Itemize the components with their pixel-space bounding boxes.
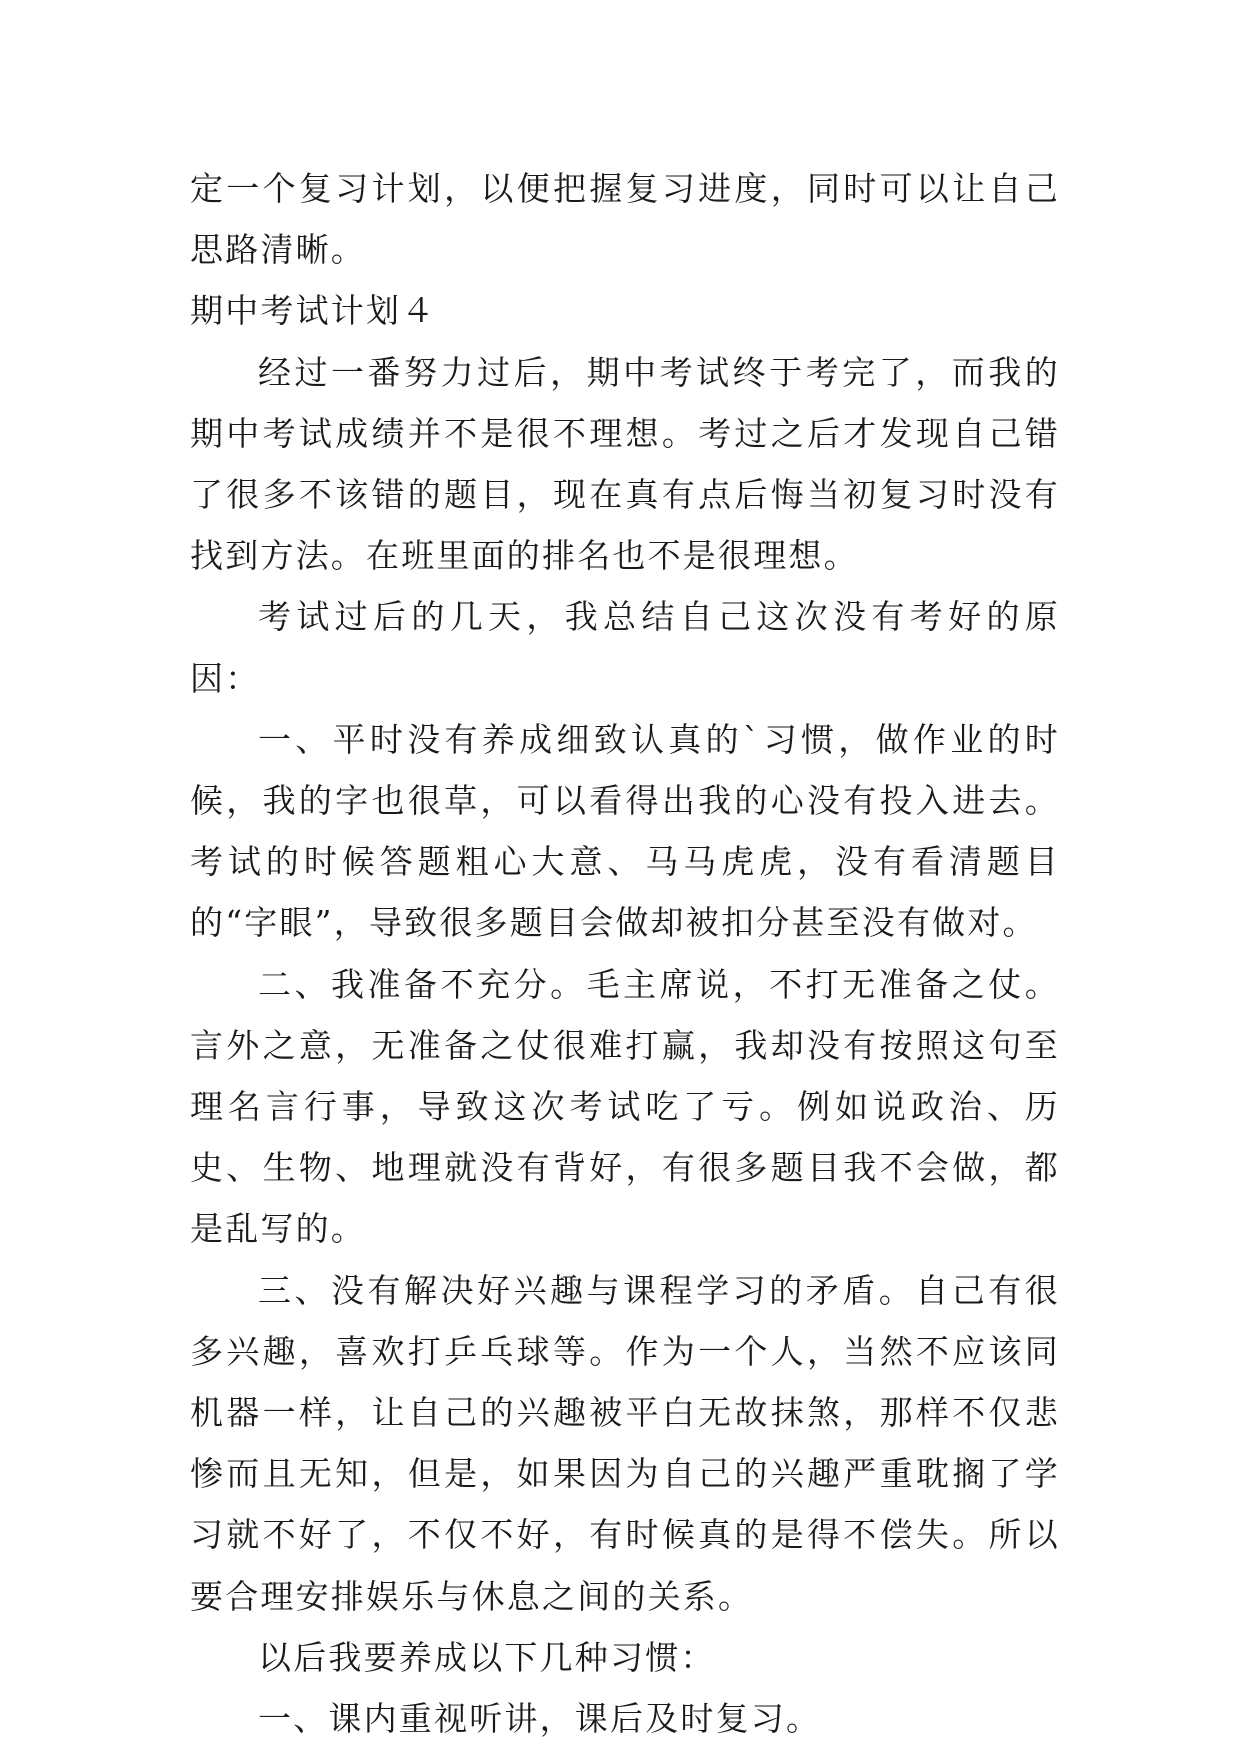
paragraph-exam-result: 经过一番努力过后，期中考试终于考完了，而我的期中考试成绩并不是很不理想。考过之后才发现自己错了很多不该错的题目，现在真有点后悔当初复习时没有找到方法。在班里面的排名也不是很理想。 (190, 352, 1060, 576)
document-page (190, 158, 1060, 1749)
paragraph-reason-three: 三、没有解决好兴趣与课程学习的矛盾。自己有很多兴趣，喜欢打乒乓球等。作为一个人，当然不应该同机器一样，让自己的兴趣被平白无故抹煞，那样不仅悲惨而且无知，但是，如果因为自己的兴趣严重耽搁了学习就不好了，不仅不好，有时候真的是得不偿失。所以要合理安排娱乐与休息之间的关系。 (190, 1270, 1060, 1616)
paragraph-reason-two: 二、我准备不充分。毛主席说，不打无准备之仗。言外之意，无准备之仗很难打赢，我却没有按照这句至理名言行事，导致这次考试吃了亏。例如说政治、历史、生物、地理就没有背好，有很多题目我不会做，都是乱写的。 (190, 964, 1060, 1249)
continuation-paragraph: 定一个复习计划，以便把握复习进度，同时可以让自己思路清晰。 (190, 169, 1060, 270)
paragraph-habits-intro: 以后我要养成以下几种习惯： (258, 1637, 716, 1677)
paragraph-reason-one: 一、平时没有养成细致认真的`习惯，做作业的时候，我的字也很草，可以看得出我的心没有投入进去。考试的时候答题粗心大意、马马虎虎，没有看清题目的“字眼”，导致很多题目会做却被扣分甚至没有做对。 (190, 719, 1060, 943)
section-title: 期中考试计划４ (190, 291, 437, 331)
paragraph-summary-intro: 考试过后的几天，我总结自己这次没有考好的原因： (190, 597, 1060, 698)
paragraph-habit-one: 一、课内重视听讲，课后及时复习。 (258, 1699, 822, 1739)
